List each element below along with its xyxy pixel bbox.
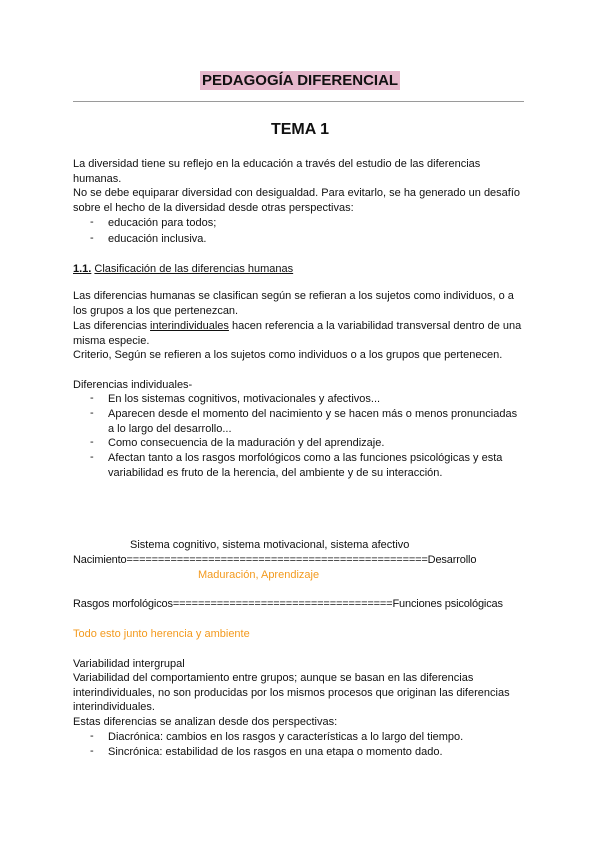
intro-line: humanas.: [73, 173, 122, 185]
list-item: educación inclusiva.: [108, 233, 207, 245]
paragraph-line: interindividuales, no son producidas por los mismos procesos que originan las diferencias: [73, 687, 510, 699]
paragraph-line: Criterio, Según se refieren a los sujetos como individuos o a los grupos que pertenecen.: [73, 349, 503, 361]
diagram-systems-label: Sistema cognitivo, sistema motivacional, sistema afectivo: [130, 539, 410, 551]
intro-line: La diversidad tiene su reflejo en la educación a través del estudio de las diferencias: [73, 158, 481, 170]
bullet-marker: -: [90, 392, 94, 404]
intro-line: sobre el hecho de la diversidad desde otras perspectivas:: [73, 202, 354, 214]
paragraph-line: misma especie.: [73, 335, 150, 347]
paragraph-line: interindividuales.: [73, 701, 155, 713]
paragraph-line: Estas diferencias se analizan desde dos perspectivas:: [73, 716, 338, 728]
paragraph-line: los grupos a los que pertenezcan.: [73, 305, 239, 317]
intro-line: No se debe equiparar diversidad con desigualdad. Para evitarlo, se ha generado un desafío: [73, 187, 521, 199]
list-item: Como consecuencia de la maduración y del aprendizaje.: [108, 437, 385, 449]
subheading: Variabilidad intergrupal: [73, 658, 185, 670]
list-item: Aparecen desde el momento del nacimiento y se hacen más o menos pronunciadas: [108, 408, 518, 420]
paragraph-line: Variabilidad del comportamiento entre grupos; aunque se basan en las diferencias: [73, 672, 474, 684]
list-item: educación para todos;: [108, 217, 217, 229]
paragraph-line: Las diferencias interindividuales hacen referencia a la variabilidad transversal dentro de una: [73, 320, 522, 332]
bullet-marker: -: [90, 232, 94, 244]
paragraph-line: Las diferencias humanas se clasifican según se refieran a los sujetos como individuos, o a: [73, 290, 514, 302]
bullet-marker: -: [90, 745, 94, 757]
section-number: 1.1.: [73, 263, 92, 275]
subheading: Diferencias individuales-: [73, 379, 193, 391]
underlined-term: interindividuales: [150, 320, 229, 332]
diagram-note: Todo esto junto herencia y ambiente: [73, 628, 250, 640]
title-divider: [73, 101, 524, 102]
section-heading: [73, 262, 293, 278]
list-item-continuation: variabilidad es fruto de la herencia, del ambiente y de su interacción.: [108, 467, 443, 479]
list-item: Afectan tanto a los rasgos morfológicos como a las funciones psicológicas y esta: [108, 452, 503, 464]
bullet-marker: -: [90, 451, 94, 463]
list-item-continuation: a lo largo del desarrollo...: [108, 423, 232, 435]
diagram-middle-label: Maduración, Aprendizaje: [198, 569, 320, 581]
list-item: En los sistemas cognitivos, motivacionales y afectivos...: [108, 393, 381, 405]
bullet-marker: -: [90, 436, 94, 448]
document-title: PEDAGOGÍA DIFERENCIAL: [201, 72, 399, 89]
bullet-marker: -: [90, 407, 94, 419]
topic-heading: TEMA 1: [270, 121, 330, 138]
bullet-marker: -: [90, 216, 94, 228]
list-item: Sincrónica: estabilidad de los rasgos en una etapa o momento dado.: [108, 746, 443, 758]
bullet-marker: -: [90, 730, 94, 742]
diagram-timeline: Nacimiento================================================Desarrollo: [73, 554, 477, 566]
diagram-traits-line: Rasgos morfológicos===================================Funciones psicológicas: [73, 598, 503, 610]
list-item: Diacrónica: cambios en los rasgos y características a lo largo del tiempo.: [108, 731, 464, 743]
section-title: Clasificación de las diferencias humanas: [94, 263, 294, 275]
